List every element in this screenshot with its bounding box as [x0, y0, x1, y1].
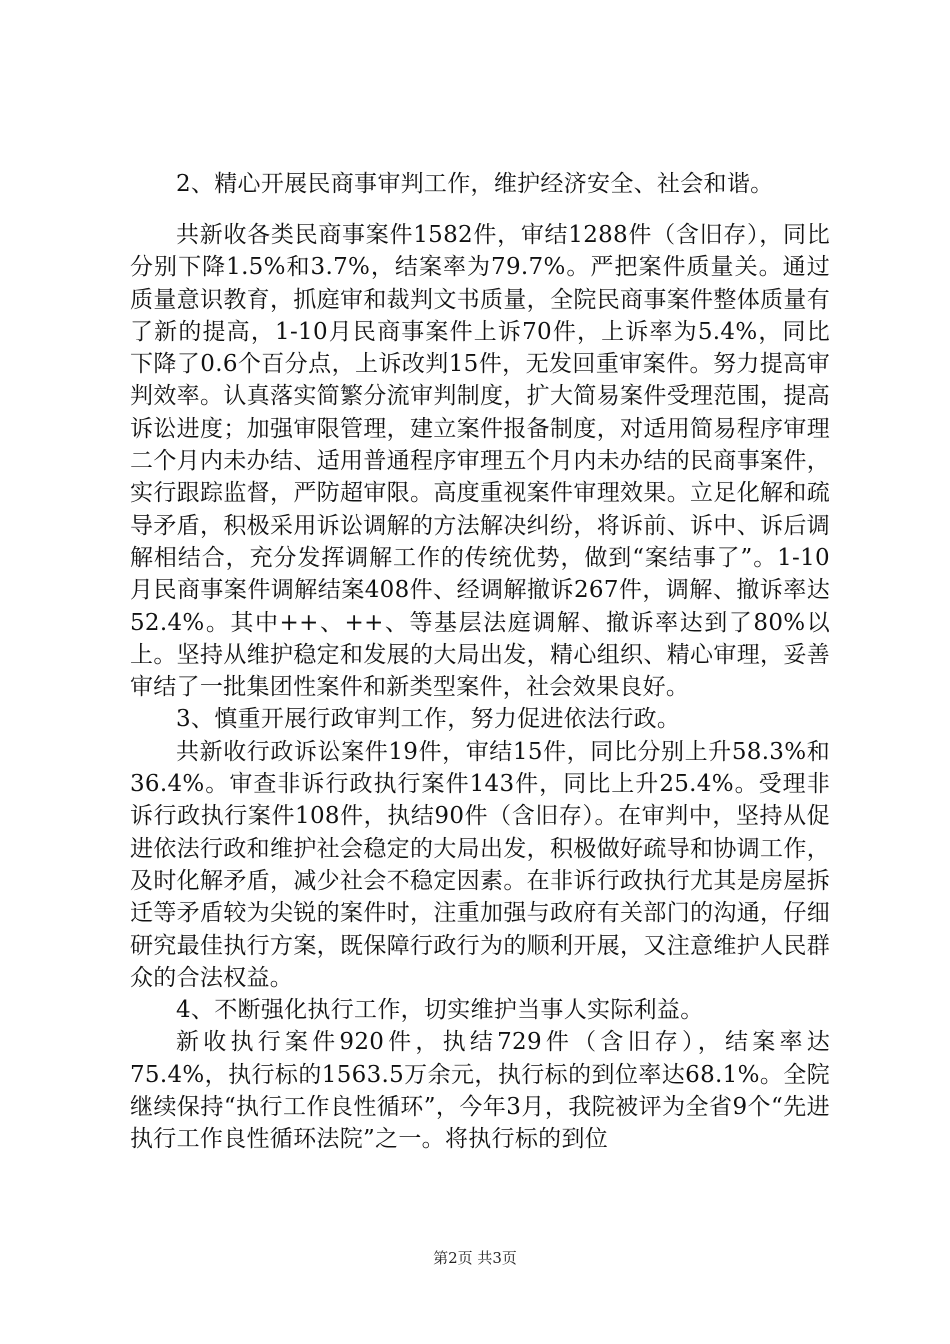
- section-3-heading: 3、慎重开展行政审判工作，努力促进依法行政。: [176, 706, 681, 733]
- document-body: [130, 168, 830, 1156]
- page-number-footer: 第2页 共3页: [433, 1249, 517, 1267]
- section-2-heading: 2、精心开展民商事审判工作，维护经济安全、社会和谐。: [176, 171, 774, 197]
- section-4-body: 新收执行案件920件，执结729件（含旧存），结案率达75.4%，执行标的1563.5万余元，执行标的到位率达68.1%。全院继续保持“执行工作良性循环”，今年3月，我院被评为全省9个“先进执行工作良性循环法院”之一。将执行标的到位: [130, 1029, 830, 1153]
- section-2-body: 共新收各类民商事案件1582件，审结1288件（含旧存），同比分别下降1.5%和3.7%，结案率为79.7%。严把案件质量关。通过质量意识教育，抓庭审和裁判文书质量，全院民商事案件整体质量有了新的提高，1-10月民商事案件上诉70件，上诉率为5.4%，同比下降了0.6个百分点，上诉改判15件，无发回重审案件。努力提高审判效率。认真落实简繁分流审判制度，扩大简易案件受理范围，提高诉讼进度；加强审限管理，建立案件报备制度，对适用简易程序审理二个月内未办结、适用普通程序审理五个月内未办结的民商事案件，实行跟踪监督，严防超审限。高度重视案件审理效果。立足化解和疏导矛盾，积极采用诉讼调解的方法解决纠纷，将诉前、诉中、诉后调解相结合，充分发挥调解工作的传统优势，做到“案结事了”。1-10月民商事案件调解结案408件、经调解撤诉267件，调解、撤诉率达52.4%。其中++、++、等基层法庭调解、撤诉率达到了80%以上。坚持从维护稳定和发展的大局出发，精心组织、精心审理，妥善审结了一批集团性案件和新类型案件，社会效果良好。: [130, 222, 830, 701]
- section-3-body: 共新收行政诉讼案件19件，审结15件，同比分别上升58.3%和36.4%。审查非诉行政执行案件143件，同比上升25.4%。受理非诉行政执行案件108件，执结90件（含旧存）。在审判中，坚持从促进依法行政和维护社会稳定的大局出发，积极做好疏导和协调工作，及时化解矛盾，减少社会不稳定因素。在非诉行政执行尤其是房屋拆迁等矛盾较为尖锐的案件时，注重加强与政府有关部门的沟通，仔细研究最佳执行方案，既保障行政行为的顺利开展，又注意维护人民群众的合法权益。: [130, 738, 830, 991]
- section-4-heading: 4、不断强化执行工作，切实维护当事人实际利益。: [176, 997, 704, 1024]
